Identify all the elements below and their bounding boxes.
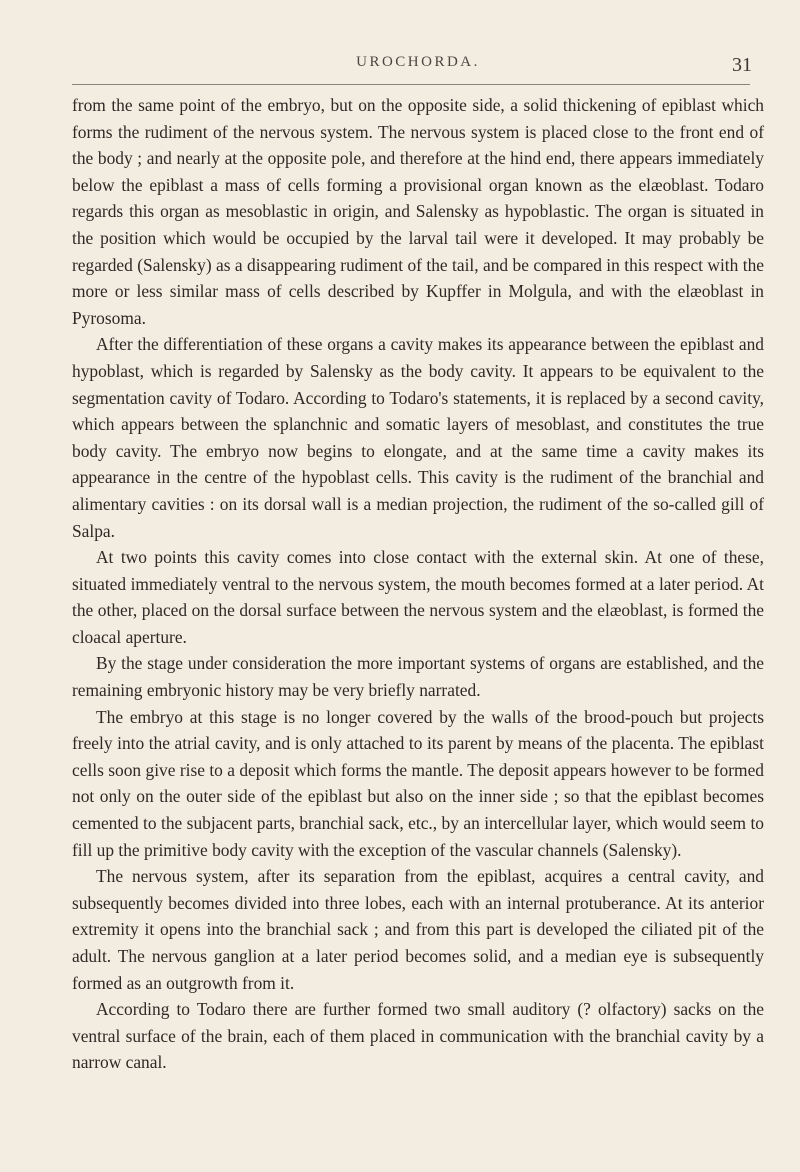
paragraph: The nervous system, after its separation from the epiblast, acquires a central cavity, and subsequently becomes divided into three lobes, each with an internal protuberance. At its anterior extremity it opens into the branchial sack ; and from this part is developed the ciliated pit of the adult. The nervous ganglion at a later period becomes solid, and a median eye is subsequently formed as an outgrowth from it. <box>72 866 764 993</box>
paragraph: The embryo at this stage is no longer covered by the walls of the brood-pouch but projects freely into the atrial cavity, and is only attached to its parent by means of the placenta. The epiblast cells soon give rise to a deposit which forms the mantle. The deposit appears however to be formed not only on the outer side of the epiblast but also on the inner side ; so that the epiblast becomes cemented to the subjacent parts, branchial sack, etc., by an intercellular layer, which would seem to fill up the primitive body cavity with the exception of the vascular channels (Salensky). <box>72 706 764 860</box>
body-text <box>72 92 764 1076</box>
running-title: UROCHORDA. <box>356 54 480 70</box>
paragraph: from the same point of the embryo, but on the opposite side, a solid thickening of epiblast which forms the rudiment of the nervous system. The nervous system is placed close to the front end of the body ; and nearly at the opposite pole, and therefore at the hind end, there appears immediately below the epiblast a mass of cells forming a provisional organ known as the elæoblast. Todaro regards this organ as mesoblastic in origin, and Salensky as hypoblastic. The organ is situated in the position which would be occupied by the larval tail were it developed. It may probably be regarded (Salensky) as a disappearing rudiment of the tail, and be compared in this respect with the more or less similar mass of cells described by Kupffer in Molgula, and with the elæoblast in Pyrosoma. <box>72 95 764 328</box>
paragraph: At two points this cavity comes into close contact with the external skin. At one of these, situated immediately ventral to the nervous system, the mouth becomes formed at a later period. At the other, placed on the dorsal surface between the nervous system and the elæoblast, is formed the cloacal aperture. <box>72 547 764 647</box>
page-number: 31 <box>732 54 752 76</box>
paragraph: By the stage under consideration the more important systems of organs are established, and the remaining embryonic history may be very briefly narrated. <box>72 653 764 701</box>
paragraph: After the differentiation of these organs a cavity makes its appearance between the epiblast and hypoblast, which is regarded by Salensky as the body cavity. It appears to be equivalent to the segmentation cavity of Todaro. According to Todaro's statements, it is replaced by a second cavity, which appears between the splanchnic and somatic layers of mesoblast, and constitutes the true body cavity. The embryo now begins to elongate, and at the same time a cavity makes its appearance in the centre of the hypoblast cells. This cavity is the rudiment of the branchial and alimentary cavities : on its dorsal wall is a median projection, the rudiment of the so-called gill of Salpa. <box>72 334 764 541</box>
running-head <box>72 0 764 88</box>
paragraph: According to Todaro there are further formed two small auditory (? olfactory) sacks on the ventral surface of the brain, each of them placed in communication with the branchial cavity by a narrow canal. <box>72 999 764 1073</box>
header-rule <box>72 84 750 85</box>
